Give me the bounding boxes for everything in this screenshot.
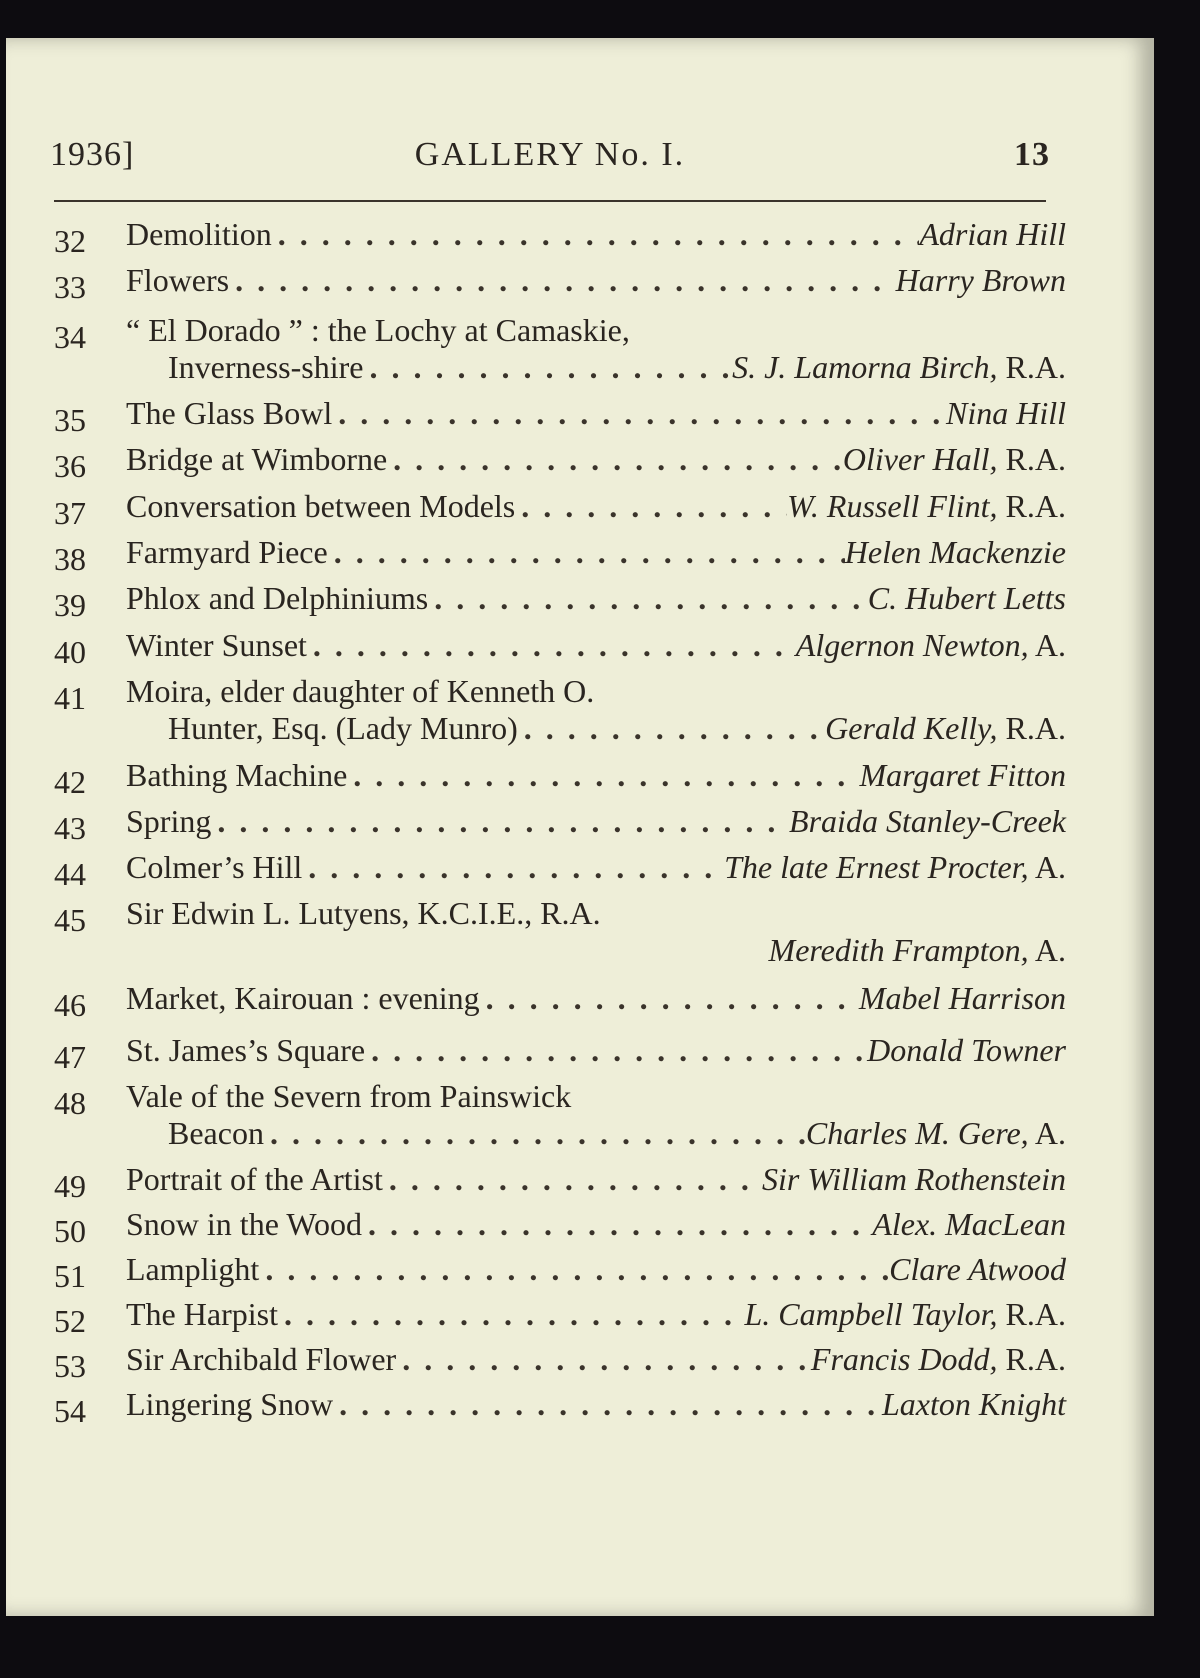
entry-title: Moira, elder daughter of Kenneth O. (126, 673, 595, 709)
leader-dots (515, 488, 787, 525)
artist-name: The late Ernest Procter, (724, 849, 1029, 885)
leader-dots (302, 849, 724, 886)
entry-number: 47 (54, 1039, 86, 1075)
artist-name: C. Hubert Letts (867, 580, 1066, 616)
catalogue-entry (54, 441, 1066, 484)
artist-honours: R.A. (997, 1341, 1066, 1377)
page-number: 13 (1014, 136, 1050, 173)
entry-artist (724, 849, 1066, 886)
artist-name: Braida Stanley-Creek (789, 803, 1066, 839)
leader-dots (518, 710, 825, 747)
entry-artist (868, 580, 1066, 617)
catalogue-entry (54, 488, 1066, 531)
artist-name: Nina Hill (945, 395, 1066, 431)
entry-number: 34 (54, 319, 86, 355)
leader-dots (363, 349, 732, 386)
header-rule (54, 200, 1046, 202)
entry-number: 54 (54, 1393, 86, 1429)
artist-name: Harry Brown (895, 262, 1066, 298)
entry-number: 46 (54, 987, 86, 1023)
artist-name: L. Campbell Taylor, (744, 1296, 998, 1332)
entry-artist (845, 534, 1066, 571)
leader-dots (362, 1206, 872, 1243)
artist-honours: A. (1028, 849, 1066, 885)
entry-artist (806, 1115, 1066, 1152)
entry-artist (889, 1251, 1066, 1288)
entry-artist (744, 1296, 1066, 1333)
entry-artist (762, 1161, 1066, 1198)
artist-name: Gerald Kelly, (825, 710, 998, 746)
leader-dots (347, 757, 859, 794)
entry-title: Winter Sunset (126, 627, 307, 663)
artist-honours: R.A. (997, 349, 1066, 385)
catalogue-entry (54, 1032, 1066, 1075)
entry-title: Conversation between Models (126, 488, 516, 524)
entry-title: The Harpist (126, 1296, 278, 1332)
entry-title: Vale of the Severn from Painswick (126, 1078, 572, 1114)
artist-name: Oliver Hall, (842, 441, 998, 477)
catalogue-entry (54, 1296, 1066, 1339)
entry-artist (872, 1206, 1066, 1243)
artist-name: Mabel Harrison (858, 980, 1066, 1016)
artist-honours: R.A. (997, 441, 1066, 477)
entry-title: Lamplight (126, 1251, 260, 1287)
entry-number: 53 (54, 1348, 86, 1384)
catalogue-entry (54, 757, 1066, 800)
entry-title: Demolition (126, 216, 272, 252)
entry-title-continued: Beacon (168, 1115, 264, 1151)
leader-dots (272, 216, 920, 253)
entry-artist (919, 216, 1066, 253)
entry-title: Spring (126, 803, 212, 839)
catalogue-entry (54, 1251, 1066, 1294)
entry-title: Market, Kairouan : evening (126, 980, 480, 1016)
leader-dots (264, 1115, 806, 1152)
entry-artist (860, 757, 1067, 794)
entry-artist (867, 1032, 1066, 1069)
catalogue-entry (54, 895, 1066, 969)
entry-title: Snow in the Wood (126, 1206, 362, 1242)
catalogue-entry (54, 627, 1066, 670)
catalogue-entry (54, 673, 1066, 747)
catalogue-entry (54, 580, 1066, 623)
entry-title: “ El Dorado ” : the Lochy at Camaskie, (126, 312, 630, 348)
entry-title: Bridge at Wimborne (126, 441, 388, 477)
entry-number: 36 (54, 448, 86, 484)
entry-number: 38 (54, 541, 86, 577)
entry-number: 33 (54, 269, 86, 305)
entry-number: 35 (54, 402, 86, 438)
entry-title: Sir Archibald Flower (126, 1341, 397, 1377)
leader-dots (333, 1386, 882, 1423)
entry-number: 37 (54, 495, 86, 531)
artist-name: Meredith Frampton, (768, 932, 1029, 968)
catalogue-entry (54, 1078, 1066, 1152)
catalogue-entry (54, 1206, 1066, 1249)
entry-title-continued: Hunter, Esq. (Lady Munro) (168, 710, 518, 746)
artist-name: Donald Towner (867, 1032, 1066, 1068)
artist-honours: R.A. (997, 488, 1066, 524)
artist-name: Alex. MacLean (872, 1206, 1066, 1242)
entry-number: 48 (54, 1085, 86, 1121)
leader-dots (229, 262, 896, 299)
artist-name: Sir William Rothenstein (762, 1161, 1066, 1197)
artist-name: Algernon Newton, (795, 627, 1029, 663)
entry-number: 41 (54, 680, 86, 716)
leader-dots (211, 803, 789, 840)
catalogue-entry (54, 262, 1066, 305)
catalogue-entry (54, 849, 1066, 892)
catalogue-entry (54, 803, 1066, 846)
entry-number: 39 (54, 587, 86, 623)
leader-dots (428, 580, 868, 617)
entry-artist (843, 441, 1066, 478)
entry-number: 40 (54, 634, 86, 670)
leader-dots (328, 534, 845, 571)
artist-name: Francis Dodd, (810, 1341, 998, 1377)
entry-title: The Glass Bowl (126, 395, 333, 431)
entry-artist (825, 710, 1066, 747)
artist-name: Adrian Hill (919, 216, 1066, 252)
entry-artist (882, 1386, 1066, 1423)
leader-dots (480, 980, 859, 1017)
page-header (50, 136, 1050, 186)
leader-dots (332, 395, 946, 432)
entry-artist (732, 349, 1066, 386)
entry-number: 44 (54, 856, 86, 892)
entry-title: Phlox and Delphiniums (126, 580, 429, 616)
artist-name: Charles M. Gere, (805, 1115, 1029, 1151)
catalogue-entry (54, 216, 1066, 259)
catalogue-entry (54, 1341, 1066, 1384)
entry-title: Sir Edwin L. Lutyens, K.C.I.E., R.A. (126, 895, 601, 931)
entry-title: Flowers (126, 262, 230, 298)
catalogue-entry (54, 312, 1066, 386)
artist-honours: R.A. (997, 1296, 1066, 1332)
entry-title: Portrait of the Artist (126, 1161, 383, 1197)
entry-number: 52 (54, 1303, 86, 1339)
artist-name: W. Russell Flint, (787, 488, 998, 524)
leader-dots (383, 1161, 762, 1198)
entry-number: 42 (54, 764, 86, 800)
leader-dots (365, 1032, 867, 1069)
entry-artist (787, 488, 1066, 525)
entry-title: Bathing Machine (126, 757, 348, 793)
artist-name: Helen Mackenzie (844, 534, 1066, 570)
artist-name: Laxton Knight (881, 1386, 1066, 1422)
entry-artist (896, 262, 1066, 299)
entry-number: 45 (54, 902, 86, 938)
catalogue-entry (54, 980, 1066, 1023)
artist-name: Margaret Fitton (859, 757, 1066, 793)
leader-dots (387, 441, 843, 478)
entry-title: St. James’s Square (126, 1032, 366, 1068)
entry-number: 43 (54, 810, 86, 846)
entry-artist (811, 1341, 1066, 1378)
artist-name: S. J. Lamorna Birch, (732, 349, 998, 385)
entry-artist (946, 395, 1066, 432)
catalogue-entry (54, 1386, 1066, 1429)
entry-title: Lingering Snow (126, 1386, 334, 1422)
entry-title: Farmyard Piece (126, 534, 328, 570)
entry-artist (769, 932, 1066, 969)
entry-number: 32 (54, 223, 86, 259)
artist-name: Clare Atwood (889, 1251, 1066, 1287)
catalogue-entry (54, 395, 1066, 438)
header-title: GALLERY No. I. (414, 136, 686, 173)
entry-title: Colmer’s Hill (126, 849, 303, 885)
entry-artist (796, 627, 1066, 664)
entry-number: 49 (54, 1168, 86, 1204)
catalogue-entry (54, 534, 1066, 577)
leader-dots (307, 627, 796, 664)
leader-dots (396, 1341, 811, 1378)
artist-honours: R.A. (997, 710, 1066, 746)
entry-number: 50 (54, 1213, 86, 1249)
entry-artist (789, 803, 1066, 840)
header-year: 1936] (50, 136, 135, 173)
catalogue-page (6, 38, 1154, 1616)
leader-dots (278, 1296, 745, 1333)
leader-dots (259, 1251, 889, 1288)
artist-honours: A. (1028, 932, 1066, 968)
entry-list (54, 216, 1066, 1429)
catalogue-entry (54, 1161, 1066, 1204)
entry-number: 51 (54, 1258, 86, 1294)
artist-honours: A. (1028, 627, 1066, 663)
artist-honours: A. (1028, 1115, 1066, 1151)
entry-title-continued: Inverness-shire (168, 349, 364, 385)
entry-artist (859, 980, 1066, 1017)
